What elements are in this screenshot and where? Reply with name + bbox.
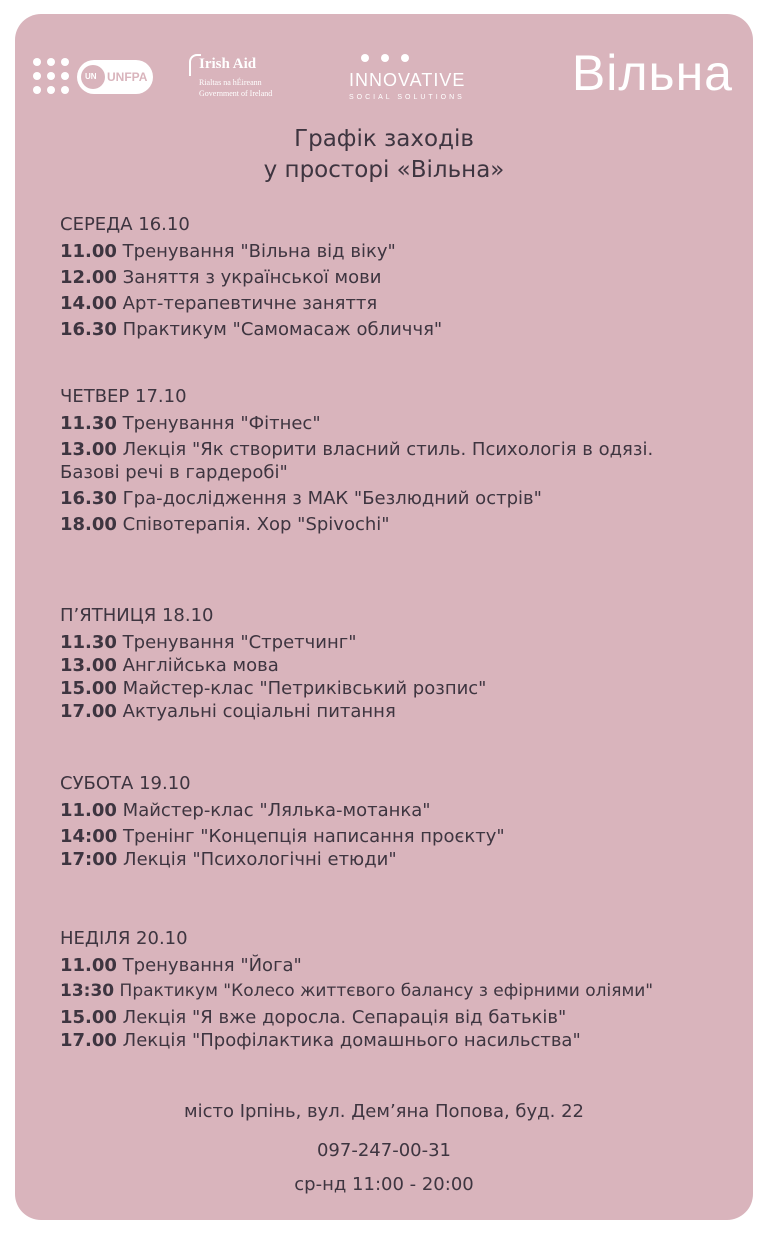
innovative-logo — [349, 54, 489, 110]
event-time: 17:00 — [60, 849, 118, 870]
event-item — [60, 1029, 750, 1052]
event-item — [60, 825, 750, 848]
event-time: 16.30 — [60, 488, 117, 509]
unfpa-badge — [77, 60, 153, 94]
event-title: Актуальні соціальні питання — [122, 701, 396, 722]
event-title: Арт-терапевтичне заняття — [122, 293, 378, 314]
event-item — [60, 700, 750, 723]
event-time: 12.00 — [60, 267, 117, 288]
event-time: 13.00 — [60, 439, 117, 460]
event-time: 14:00 — [60, 826, 118, 847]
three-dots-icon — [361, 54, 421, 64]
event-title: Тренування "Фітнес" — [122, 413, 321, 434]
event-item — [60, 412, 750, 435]
day-heading: НЕДІЛЯ 20.10 — [60, 928, 188, 949]
event-title: Лекція "Як створити власний стиль. Психологія в одязі. Базові речі в гардеробі" — [60, 439, 654, 483]
irish-aid-sub2: Government of Ireland — [199, 89, 273, 98]
brand-wordmark: Вільна — [571, 45, 733, 101]
event-item — [60, 848, 750, 871]
event-title: Практикум "Колесо життєвого балансу з ефірними оліями" — [119, 981, 654, 1001]
day-block-friday — [60, 603, 750, 723]
event-item — [60, 513, 750, 536]
event-title: Майстер-клас "Петриківський розпис" — [122, 678, 487, 699]
phone-number: 097-247-00-31 — [316, 1140, 451, 1161]
day-heading: ЧЕТВЕР 17.10 — [60, 386, 187, 407]
title-line-2: у просторі «Вільна» — [263, 157, 505, 183]
event-time: 11.00 — [60, 241, 117, 262]
title-line-1: Графік заходів — [294, 126, 474, 152]
event-title: Співотерапія. Хор "Spivochi" — [122, 514, 390, 535]
event-time: 17.00 — [60, 701, 117, 722]
event-item — [60, 677, 750, 700]
event-time: 11.30 — [60, 413, 117, 434]
dot-grid-icon — [31, 54, 75, 98]
address-text: місто Ірпінь, вул. Дем’яна Попова, буд. 22 — [184, 1101, 584, 1122]
event-item — [60, 240, 750, 263]
day-block-wednesday — [60, 212, 750, 344]
event-item — [60, 799, 750, 822]
event-time: 15.00 — [60, 678, 117, 699]
event-title: Заняття з української мови — [122, 267, 382, 288]
irish-aid-logo — [195, 56, 305, 108]
unfpa-logo — [31, 54, 151, 104]
logo-bar — [15, 14, 753, 124]
event-item — [60, 631, 750, 654]
event-time: 17.00 — [60, 1030, 117, 1051]
event-title: Тренування "Вільна від віку" — [122, 241, 396, 262]
day-block-thursday — [60, 384, 750, 539]
event-time: 15.00 — [60, 1007, 117, 1028]
day-block-saturday — [60, 771, 750, 871]
event-item — [60, 1006, 750, 1029]
day-block-sunday — [60, 926, 750, 1052]
event-title: Тренування "Йога" — [122, 955, 302, 976]
event-time: 18.00 — [60, 514, 117, 535]
un-emblem-icon — [81, 65, 105, 89]
opening-hours: ср-нд 11:00 - 20:00 — [294, 1174, 474, 1195]
innovative-name: INNOVATIVE — [349, 70, 466, 90]
day-heading: П’ЯТНИЦЯ 18.10 — [60, 605, 214, 626]
event-item — [60, 438, 700, 484]
event-title: Англійська мова — [122, 655, 279, 676]
event-time: 13:30 — [60, 981, 115, 1001]
irish-aid-name: Irish Aid — [199, 56, 257, 72]
event-time: 11.30 — [60, 632, 117, 653]
day-heading: СУБОТА 19.10 — [60, 773, 191, 794]
event-title: Тренінг "Концепція написання проєкту" — [123, 826, 505, 847]
unfpa-text: UNFPA — [107, 70, 148, 84]
event-title: Лекція "Профілактика домашнього насильства" — [122, 1030, 581, 1051]
event-time: 13.00 — [60, 655, 117, 676]
page-title — [15, 124, 753, 186]
event-time: 14.00 — [60, 293, 117, 314]
irish-aid-sub1: Rialtas na hÉireann — [199, 78, 262, 87]
event-item — [60, 292, 750, 315]
event-time: 11.00 — [60, 955, 117, 976]
event-item — [60, 654, 750, 677]
innovative-sub: SOCIAL SOLUTIONS — [349, 94, 465, 101]
day-heading: СЕРЕДА 16.10 — [60, 214, 190, 235]
event-time: 16.30 — [60, 319, 117, 340]
event-time: 11.00 — [60, 800, 117, 821]
event-title: Гра-дослідження з МАК "Безлюдний острів" — [122, 488, 542, 509]
event-title: Тренування "Стретчинг" — [122, 632, 357, 653]
poster-card — [15, 14, 753, 1220]
event-item — [60, 487, 750, 510]
event-title: Майстер-клас "Лялька-мотанка" — [122, 800, 431, 821]
event-item — [60, 318, 750, 341]
event-title: Лекція "Я вже доросла. Сепарація від батьків" — [122, 1007, 567, 1028]
event-item — [60, 266, 750, 289]
event-title: Практикум "Самомасаж обличчя" — [122, 319, 443, 340]
event-title: Лекція "Психологічні етюди" — [123, 849, 397, 870]
event-item — [60, 954, 750, 977]
event-item — [60, 980, 750, 1003]
